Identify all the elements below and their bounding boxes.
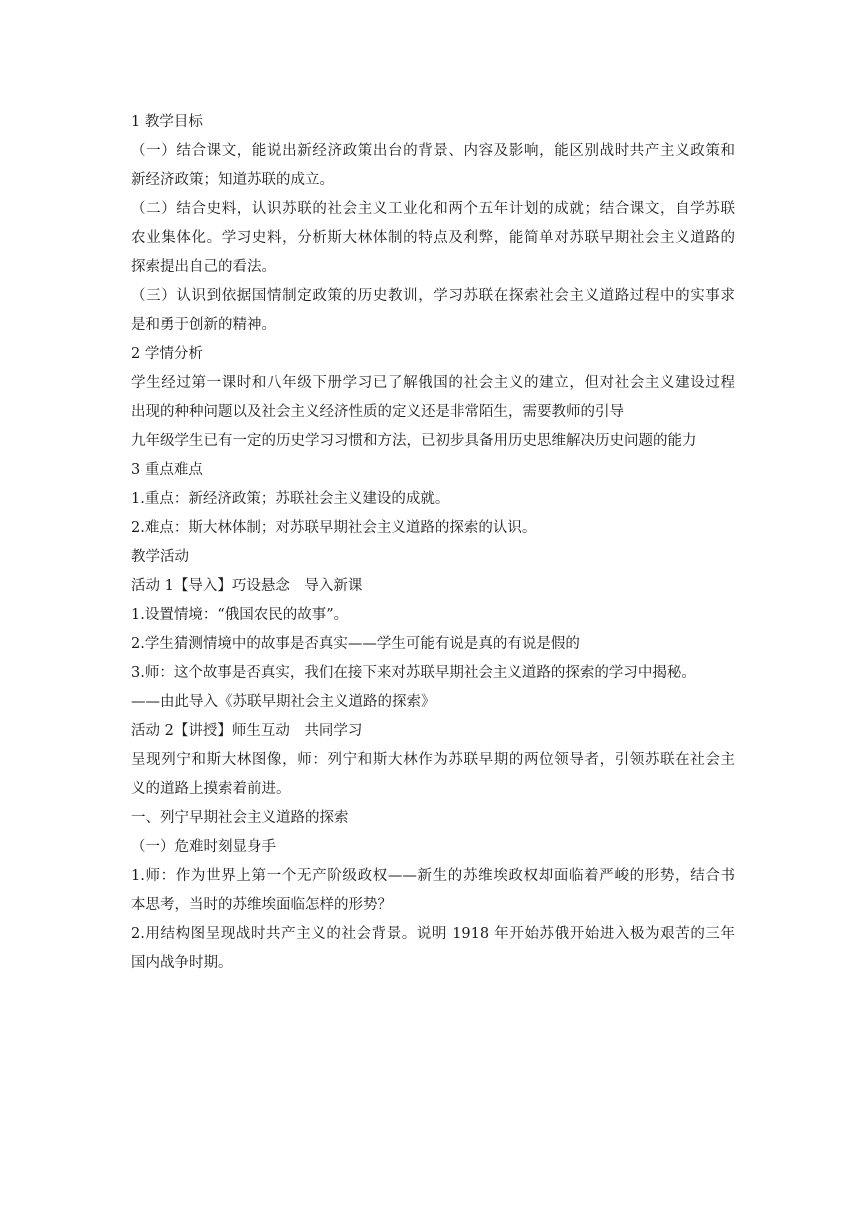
subsection-1-heading: （一）危难时刻显身手 [131, 839, 276, 855]
objective-2-line-3: 探索提出自己的看法。 [131, 259, 276, 275]
activity-2-title: 活动 2【讲授】师生互动 共同学习 [131, 723, 363, 739]
section-1-heading: 一、列宁早期社会主义道路的探索 [131, 810, 349, 826]
objective-1-line-2: 新经济政策；知道苏联的成立。 [131, 172, 334, 188]
section-1-step-1-line-2: 本思考，当时的苏维埃面临怎样的形势？ [131, 897, 392, 913]
learner-analysis-line-1: 学生经过第一课时和八年级下册学习已了解俄国的社会主义的建立，但对社会主义建设过程 [131, 375, 735, 391]
activity-1-step-1: 1.设置情境：“俄国农民的故事”。 [131, 607, 349, 623]
heading-key-points: 3 重点难点 [131, 462, 203, 478]
section-1-step-1-line-1: 1.师：作为世界上第一个无产阶级政权——新生的苏维埃政权却面临着严峻的形势，结合书 [131, 868, 735, 884]
objective-3-line-2: 是和勇于创新的精神。 [131, 317, 276, 333]
objective-1-line-1: （一）结合课文，能说出新经济政策出台的背景、内容及影响，能区别战时共产主义政策和 [131, 143, 735, 159]
section-1-step-2-line-1: 2.用结构图呈现战时共产主义的社会背景。说明 1918 年开始苏俄开始进入极为艰苦的三年 [131, 926, 735, 942]
heading-learner-analysis: 2 学情分析 [131, 346, 203, 362]
learner-analysis-line-2: 出现的种种问题以及社会主义经济性质的定义还是非常陌生，需要教师的引导 [131, 404, 624, 420]
key-point: 1.重点：新经济政策；苏联社会主义建设的成就。 [131, 491, 450, 507]
activity-1-step-2: 2.学生猜测情境中的故事是否真实——学生可能有说是真的有说是假的 [131, 636, 580, 652]
document-page [131, 108, 735, 978]
activity-1-title: 活动 1【导入】巧设悬念 导入新课 [131, 578, 363, 594]
activity-2-intro-line-1: 呈现列宁和斯大林图像，师：列宁和斯大林作为苏联早期的两位领导者，引领苏联在社会主 [131, 752, 735, 768]
objective-2-line-2: 农业集体化。学习史料，分析斯大林体制的特点及利弊，能简单对苏联早期社会主义道路的 [131, 230, 735, 246]
objective-2-line-1: （二）结合史料，认识苏联的社会主义工业化和两个五年计划的成就；结合课文，自学苏联 [131, 201, 735, 217]
learner-analysis-line-3: 九年级学生已有一定的历史学习习惯和方法，已初步具备用历史思维解决历史问题的能力 [131, 433, 697, 449]
section-1-step-2-line-2: 国内战争时期。 [131, 955, 233, 971]
activity-1-lead-in: ——由此导入《苏联早期社会主义道路的探索》 [131, 694, 436, 710]
activity-1-step-3: 3.师：这个故事是否真实，我们在接下来对苏联早期社会主义道路的探索的学习中揭秘。 [131, 665, 696, 681]
heading-teaching-objectives: 1 教学目标 [131, 114, 203, 130]
activity-2-intro-line-2: 义的道路上摸索着前进。 [131, 781, 291, 797]
objective-3-line-1: （三）认识到依据国情制定政策的历史教训，学习苏联在探索社会主义道路过程中的实事求 [131, 288, 735, 304]
difficult-point: 2.难点：斯大林体制；对苏联早期社会主义道路的探索的认识。 [131, 520, 537, 536]
heading-teaching-activities: 教学活动 [131, 549, 189, 565]
